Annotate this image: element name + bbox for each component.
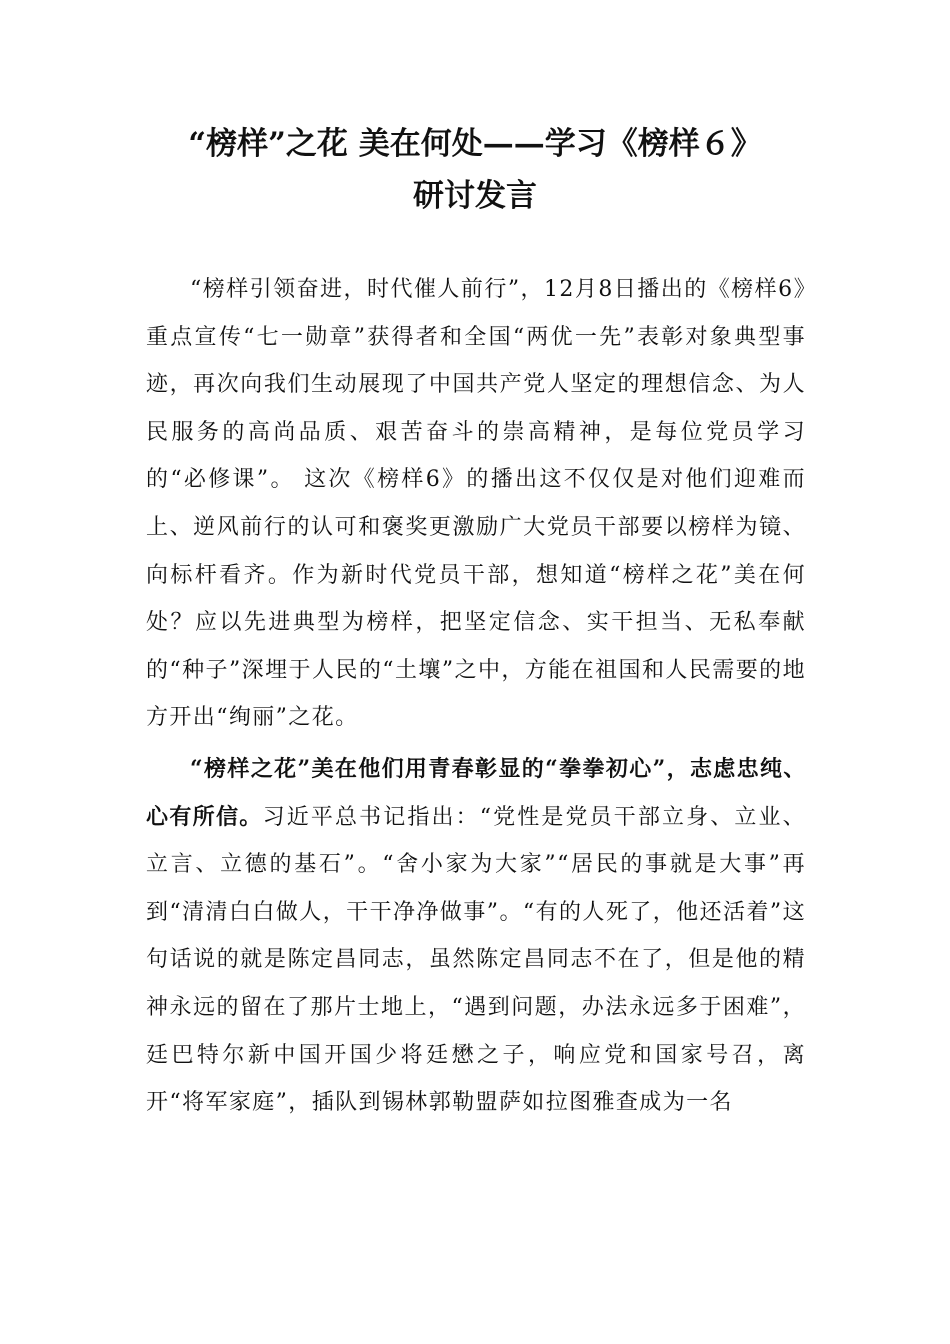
paragraph-2-lead-heading: “榜样之花”美在他们用青春彰显的“拳拳初心”，志虑忠纯、心有所信。 — [146, 755, 806, 830]
document-body — [146, 266, 806, 1131]
paragraph-2 — [146, 746, 806, 1127]
paragraph-1-text: “榜样引领奋进，时代催人前行”，12月8日播出的《榜样6》重点宣传“七一勋章”获得者和全国“两优一先”表彰对象典型事迹，再次向我们生动展现了中国共产党人坚定的理想信念、为人民服务的高尚品质、艰苦奋斗的崇高精神，是每位党员学习的“必修课”。 这次《榜样6》的播出这不仅仅是对他们迎难而上、逆风前行的认可和褒奖更激励广大党员干部要以榜样为镜、向标杆看齐。作为新时代党员干部，想知道“榜样之花”美在何处？应以先进典型为榜样，把坚定信念、实干担当、无私奉献的“种子”深埋于人民的“土壤”之中，方能在祖国和人民需要的地方开出“绚丽”之花。 — [146, 277, 806, 731]
document-title — [138, 118, 812, 222]
title-line-2: 研讨发言 — [413, 178, 537, 214]
paragraph-1 — [146, 266, 806, 742]
title-line-1: “榜样”之花 美在何处——学习《榜样６》 — [188, 126, 762, 162]
paragraph-2-text: 习近平总书记指出：“党性是党员干部立身、立业、立言、立德的基石”。“舍小家为大家”“居民的事就是大事”再到“清清白白做人，干干净净做事”。“有的人死了，他还活着”这句话说的就是陈定昌同志，虽然陈定昌同志不在了，但是他的精神永远的留在了那片士地上，“遇到问题，办法永远多于困难”，廷巴特尔新中国开国少将廷懋之子，响应党和国家号召，离开“将军家庭”，插队到锡林郭勒盟萨如拉图雅查成为一名 — [146, 804, 806, 1116]
